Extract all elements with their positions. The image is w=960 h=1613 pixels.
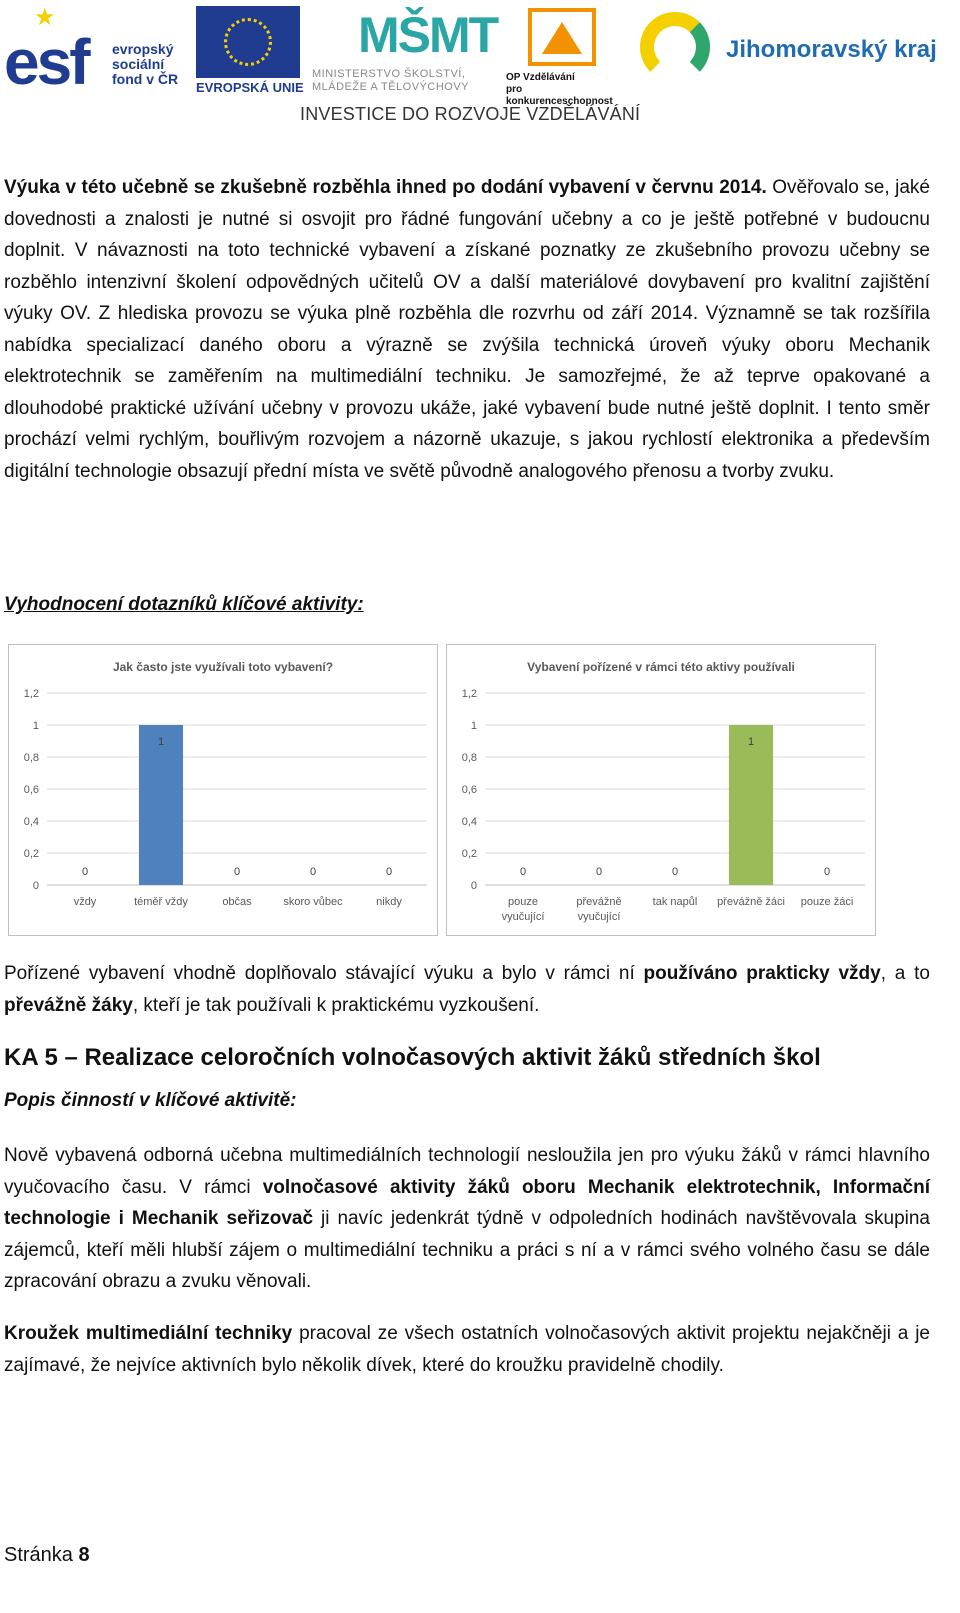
jmk-logo	[640, 10, 940, 80]
eu-flag-icon	[196, 6, 300, 78]
data-label: 1	[747, 736, 755, 748]
data-label: 0	[233, 866, 241, 878]
eu-label: EVROPSKÁ UNIE	[196, 80, 304, 95]
jmk-label: Jihomoravský kraj	[726, 36, 937, 63]
bold-text: používáno prakticky vždy	[643, 963, 881, 984]
paragraph-club	[4, 1318, 930, 1381]
y-tick-label: 0,6	[461, 784, 477, 796]
section-heading: Vyhodnocení dotazníků klíčové aktivity:	[4, 594, 364, 615]
data-label: 0	[595, 866, 603, 878]
data-label: 0	[671, 866, 679, 878]
y-tick-label: 0,4	[461, 816, 477, 828]
bold-text: Výuka v této učebně se zkušebně rozběhla ihned po dodání vybavení v červnu 2014.	[4, 177, 767, 198]
y-tick-label: 0,2	[23, 848, 39, 860]
msmt-mark: MŠMT	[358, 7, 498, 63]
chart-title: Jak často jste využívali toto vybavení?	[112, 660, 334, 674]
star-icon: ★	[34, 4, 56, 31]
bold-text: volnočasové aktivity žáků oboru Mechanik elektrotechnik, Informační technologie i Mechanik seřizovač	[4, 1176, 930, 1229]
body-text: , a to	[880, 963, 930, 984]
msmt-logo	[312, 4, 496, 94]
y-tick-label: 0,8	[23, 752, 39, 764]
body-text: Ověřovalo se, jaké dovednosti a znalosti je nutné si osvojit pro řádné fungování učebny a co je ještě potřebné v budoucnu doplnit. V návaznosti na toto technické vybavení a získané poznatky ze zkušebního provozu učebny se rozběhlo intenzivní školení odpovědných učitelů OV a další materiálové dovybavení pro kvalitní zajištění výuky OV. Z hlediska provozu se výuka plně rozběhla dle rozvrhu od září 2014. Významně se tak rozšířila nabídka specializací daného oboru a výrazně se zvýšila technická úroveň výuky oboru Mechanik elektrotechnik se zaměřením na multimediální techniku. Je samozřejmé, že až teprve opakované a dlouhodobé praktické užívání učebny v provozu ukáže, jaké vybavení bude nutné ještě doplnit. I tento směr prochází velmi rychlým, bouřlivým rozvojem a názorně ukazuje, s jakou rychlostí elektronika a především digitální technologie obsazují přední místa ve světě původně analogového přenosu a tvorby zvuku.	[4, 177, 930, 482]
x-tick-label: skoro vůbec	[283, 896, 343, 908]
x-tick-label: pouze	[508, 896, 538, 908]
jmk-arc-icon	[640, 12, 710, 82]
bold-text: převážně žáky	[4, 994, 133, 1016]
body-text: , kteří je tak používali k praktickému vyzkoušení.	[132, 994, 540, 1016]
body-text: Nově vybavená odborná učebna multimediálních technologií nesloužila jen pro výuku žáků v rámci hlavního vyučovacího času. V rámci	[4, 1145, 930, 1198]
bar	[139, 725, 183, 885]
body-text: pracoval ze všech ostatních volnočasových aktivit projektu nejakčněji a je zajímavé, že nejvíce aktivních bylo několik dívek, které do kroužku pravidelně chodily.	[4, 1323, 930, 1376]
y-tick-label: 0,8	[461, 752, 477, 764]
y-tick-label: 0,2	[461, 848, 477, 860]
x-tick-label: pouze žáci	[800, 896, 854, 908]
esf-line: fond v ČR	[112, 71, 179, 87]
x-tick-label: vyučující	[501, 911, 545, 923]
bar	[729, 725, 773, 885]
x-tick-label: téměř vždy	[134, 896, 188, 908]
data-label: 0	[81, 866, 89, 878]
body-text: ji navíc jedenkrát týdně v odpoledních hodinách navštěvovala skupina zájemců, kteří měli hlubší zájem o multimediální techniku a práci s ní a v rámci svého volného času se dále zpracování obrazu a zvuku věnovali.	[4, 1208, 930, 1292]
y-tick-label: 1	[32, 720, 39, 732]
bold-text: Kroužek multimediální techniky	[4, 1323, 293, 1344]
esf-text	[112, 42, 192, 87]
y-tick-label: 0	[32, 880, 39, 892]
data-label: 1	[157, 736, 165, 748]
body-text: Pořízené vybavení vhodně doplňovalo stávající výuku a bylo v rámci ní	[4, 963, 644, 984]
op-triangle-icon	[542, 22, 582, 54]
msmt-text	[312, 68, 498, 94]
eu-logo	[196, 6, 302, 96]
op-line: pro konkurenceschopnost	[506, 84, 613, 107]
chart-usage-frequency	[8, 644, 438, 936]
op-line: OP Vzdělávání	[506, 72, 575, 83]
x-tick-label: občas	[222, 896, 252, 908]
page-footer	[4, 1544, 90, 1567]
esf-line: sociální	[112, 56, 165, 72]
tagline: INVESTICE DO ROZVOJE VZDĚLÁVÁNÍ	[300, 104, 641, 124]
op-text	[506, 72, 626, 108]
data-label: 0	[385, 866, 393, 878]
op-logo	[506, 4, 626, 107]
x-tick-label: vždy	[73, 896, 97, 908]
x-tick-label: vyučující	[577, 911, 621, 923]
chart-used-by	[446, 644, 876, 936]
paragraph-summary	[4, 958, 930, 1021]
y-tick-label: 1,2	[23, 688, 39, 700]
chart-title: Vybavení pořízené v rámci této aktivy používali	[527, 660, 795, 674]
x-tick-label: převážně žáci	[717, 896, 785, 908]
data-label: 0	[309, 866, 317, 878]
page-number: 8	[78, 1544, 90, 1566]
activity-subheading: Popis činností v klíčové aktivitě:	[4, 1090, 297, 1111]
paragraph-activity	[4, 1140, 930, 1298]
x-tick-label: převážně	[576, 896, 622, 908]
footer-label: Stránka	[4, 1544, 73, 1566]
logo-header	[0, 0, 960, 135]
esf-logo	[4, 6, 186, 96]
y-tick-label: 1,2	[461, 688, 477, 700]
x-tick-label: nikdy	[376, 896, 402, 908]
chart-svg	[9, 645, 437, 935]
data-label: 0	[823, 866, 831, 878]
y-tick-label: 0,6	[23, 784, 39, 796]
x-tick-label: tak napůl	[652, 896, 698, 908]
msmt-line: MLÁDEŽE A TĚLOVÝCHOVY	[312, 81, 470, 93]
data-label: 0	[519, 866, 527, 878]
esf-mark: esf	[4, 26, 88, 98]
y-tick-label: 0	[470, 880, 477, 892]
ka5-heading: KA 5 – Realizace celoročních volnočasových aktivit žáků středních škol	[4, 1044, 821, 1071]
y-tick-label: 1	[470, 720, 477, 732]
y-tick-label: 0,4	[23, 816, 39, 828]
msmt-line: MINISTERSTVO ŠKOLSTVÍ,	[312, 68, 466, 80]
paragraph-intro	[4, 172, 930, 487]
chart-svg	[447, 645, 875, 935]
esf-line: evropský	[112, 41, 174, 57]
